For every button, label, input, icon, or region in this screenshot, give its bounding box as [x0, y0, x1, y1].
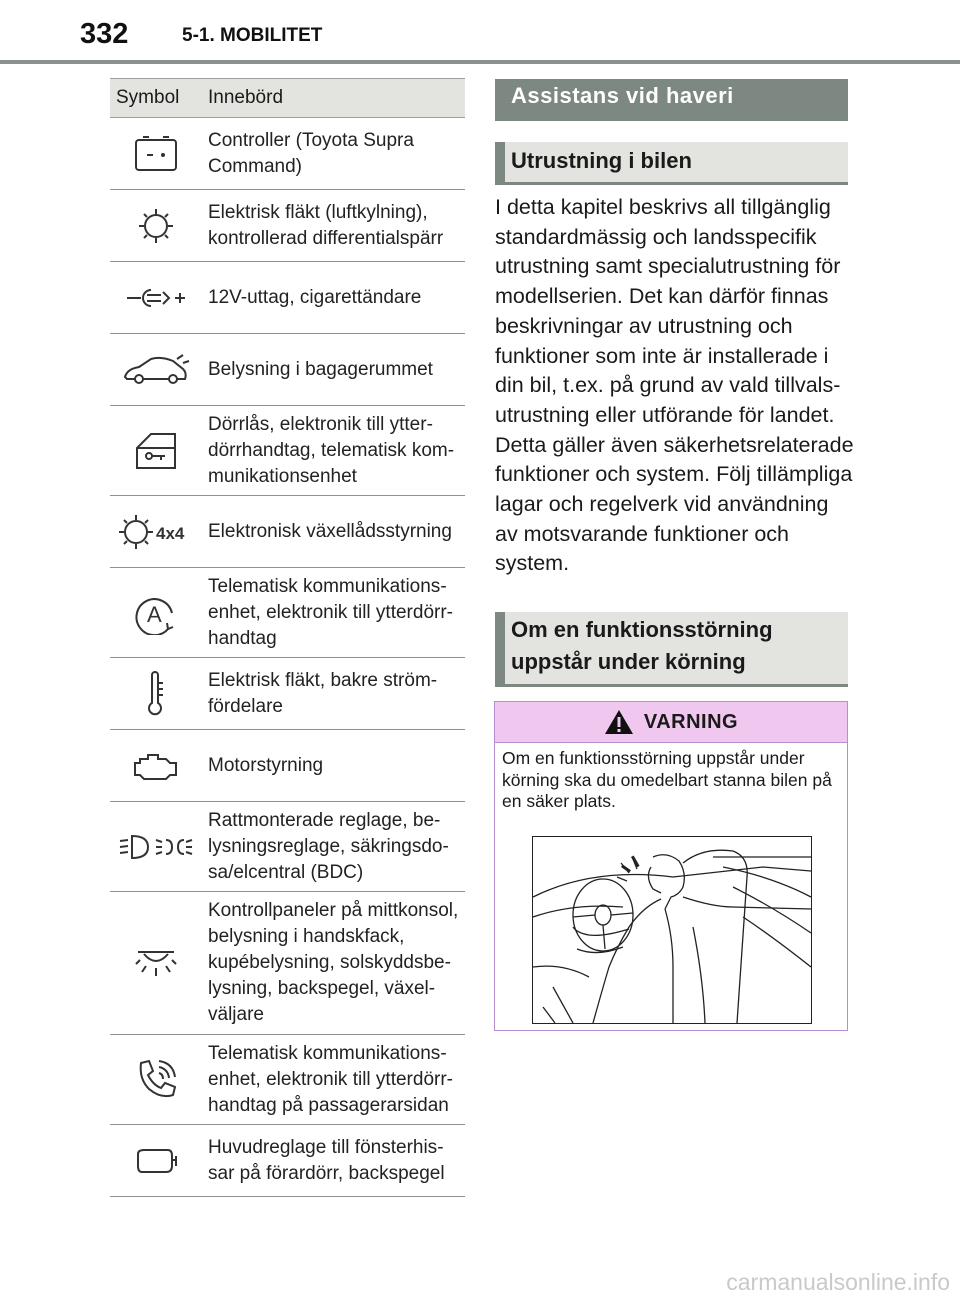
table-cell-meaning: Motorstyrning: [202, 730, 465, 802]
gear-4x4-label: 4x4: [156, 523, 185, 543]
table-cell-meaning: Kontrollpaneler på mittkonsol, belysning i handskfack, kupébelysning, solskyddsbelysning, backspegel, växelväljare: [202, 892, 465, 1035]
equipment-heading: Utrustning i bilen: [495, 142, 848, 185]
equipment-text: I detta kapitel beskrivs all tillgänglig standardmässig och landsspecifik utrustning samt specialutrustning för modellserien. Det kan därför finnas beskrivningar av utrustning och funktioner som inte är installerade i din bil, t.ex. på grund av vald tillvalsutrustning eller utförande för landet. Detta gäller även säkerhetsrelaterade funktioner och system. Följ tillämpliga lagar och regelverk vid användning av motsvarande funktioner och system.: [495, 195, 854, 576]
table-row: [110, 334, 465, 406]
mirror-icon: [110, 1125, 202, 1197]
table-cell-meaning: Huvudreglage till fönsterhissar på förardörr, backspegel: [202, 1125, 465, 1197]
controller-icon: [110, 118, 202, 190]
table-cell-meaning: Controller (Toyota Supra Command): [202, 118, 465, 190]
table-row: [110, 118, 465, 190]
table-row: [110, 568, 465, 658]
table-cell-meaning: Rattmonterade reglage, belysningsreglage, säkringsdosa/elcentral (BDC): [202, 802, 465, 892]
table-row: [110, 262, 465, 334]
section-title: Assistans vid haveri: [495, 79, 848, 121]
table-row: [110, 802, 465, 892]
column-header-symbol: Symbol: [110, 79, 202, 118]
fan-gear-icon: [110, 190, 202, 262]
table-row: [110, 190, 465, 262]
table-row: [110, 1035, 465, 1125]
column-header-meaning: Innebörd: [202, 79, 465, 118]
driver-illustration: [532, 836, 812, 1024]
header-rule: [0, 60, 960, 64]
warning-text: Om en funktionsstörning uppstår under körning ska du omedelbart stanna bilen på en säker plats.: [502, 748, 832, 811]
engine-icon: [110, 730, 202, 802]
warning-box: [494, 701, 848, 1031]
table-row: [110, 406, 465, 496]
malfunction-heading: Om en funktionsstörning uppstår under körning: [495, 612, 848, 687]
symbol-table: [110, 78, 465, 1197]
table-row: [110, 1125, 465, 1197]
table-cell-meaning: Belysning i bagagerummet: [202, 334, 465, 406]
interior-light-icon: [110, 892, 202, 1035]
auto-hold-label: A: [147, 601, 162, 627]
power-outlet-icon: [110, 262, 202, 334]
auto-hold-icon: [110, 568, 202, 658]
page-number: 332: [80, 18, 129, 50]
table-cell-meaning: Elektronisk växellådsstyrning: [202, 496, 465, 568]
phone-icon: [110, 1035, 202, 1125]
warning-label: VARNING: [643, 710, 739, 733]
chapter-title: 5-1. MOBILITET: [182, 25, 323, 46]
table-cell-meaning: Telematisk kommunikationsenhet, elektronik till ytterdörrhandtag: [202, 568, 465, 658]
table-cell-meaning: Dörrlås, elektronik till ytterdörrhandtag, telematisk kommunikationsenhet: [202, 406, 465, 496]
table-cell-meaning: Elektrisk fläkt (luftkylning), kontrollerad differentialspärr: [202, 190, 465, 262]
driver-at-wheel-illustration: [533, 837, 811, 1023]
warning-triangle-icon: [604, 709, 634, 735]
headlight-icon: [110, 802, 202, 892]
table-cell-meaning: 12V-uttag, cigarettändare: [202, 262, 465, 334]
table-row: [110, 658, 465, 730]
table-cell-meaning: Elektrisk fläkt, bakre strömfördelare: [202, 658, 465, 730]
table-row: [110, 892, 465, 1035]
footer-watermark: carmanualsonline.info: [726, 1269, 950, 1295]
trunk-light-icon: [110, 334, 202, 406]
table-row: [110, 730, 465, 802]
table-header-row: [110, 79, 465, 118]
table-row: [110, 496, 465, 568]
thermometer-icon: [110, 658, 202, 730]
table-cell-meaning: Telematisk kommunikationsenhet, elektronik till ytterdörrhandtag på passagerarsidan: [202, 1035, 465, 1125]
gear-4x4-icon: [110, 496, 202, 568]
warning-header: [495, 702, 847, 743]
door-lock-icon: [110, 406, 202, 496]
